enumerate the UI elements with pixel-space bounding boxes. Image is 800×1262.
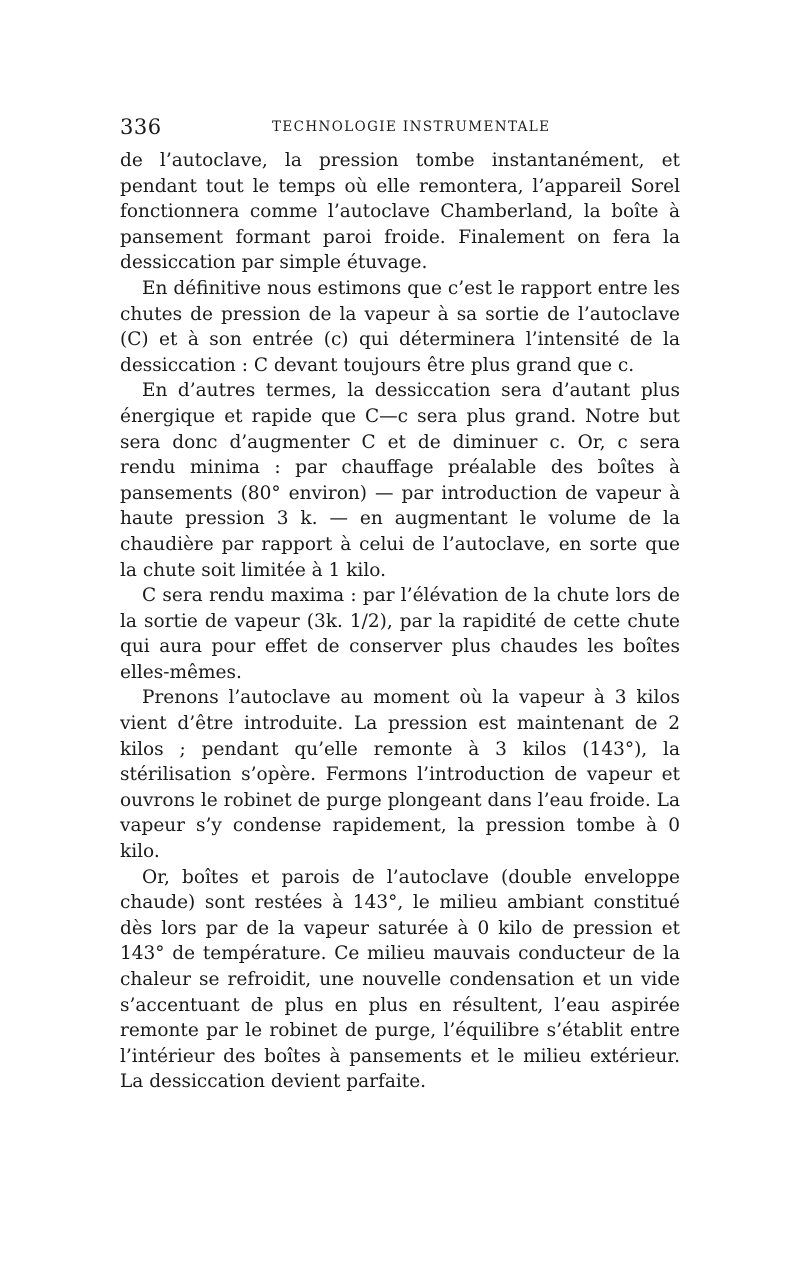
running-title: TECHNOLOGIE INSTRUMENTALE xyxy=(272,119,551,135)
paragraph-final-drying: Or, boîtes et parois de l’autoclave (double enveloppe chaude) sont restées à 143°, le milieu ambiant constitué dès lors par de la vapeur saturée à 0 kilo de pression et 143° de température. Ce milieu mauvais conducteur de la chaleur se refroidit, une nouvelle condensation et un vide s’accentuant de plus en plus en résultent, l’eau aspirée remonte par le robinet de purge, l’équilibre s’établit entre l’intérieur des boîtes à pansements et le milieu extérieur. La dessiccation devient parfaite. xyxy=(120,866,680,1093)
paragraph-definition: En définitive nous estimons que c’est le rapport entre les chutes de pression de la vapeur à sa sortie de l’autoclave (C) et à son entrée (c) qui déterminera l’intensité de la dessiccation : C devant toujours être plus grand que c. xyxy=(120,277,680,376)
page-header xyxy=(120,113,680,141)
paragraph-continuation: de l’autoclave, la pression tombe instantanément, et pendant tout le temps où elle remontera, l’appareil Sorel fonctionnera comme l’autoclave Chamberland, la boîte à pansement formant paroi froide. Finalement on fera la dessiccation par simple étuvage. xyxy=(120,150,680,274)
paragraph-other-terms: En d’autres termes, la dessiccation sera d’autant plus énergique et rapide que C—c sera plus grand. Notre but sera donc d’augmenter C et de diminuer c. Or, c sera rendu minima : par chauffage préalable des boîtes à pansements (80° environ) — par introduction de vapeur à haute pression 3 k. — en augmentant le volume de la chaudière par rapport à celui de l’autoclave, en sorte que la chute soit limitée à 1 kilo. xyxy=(120,380,680,581)
page-number: 336 xyxy=(120,115,162,139)
paragraph-autoclave-moment: Prenons l’autoclave au moment où la vapeur à 3 kilos vient d’être introduite. La pression est maintenant de 2 kilos ; pendant qu’elle remonte à 3 kilos (143°), la stérilisation s’opère. Fermons l’introduction de vapeur et ouvrons le robinet de purge plongeant dans l’eau froide. La vapeur s’y condense rapidement, la pression tombe à 0 kilo. xyxy=(120,687,680,863)
paragraph-c-maxima: C sera rendu maxima : par l’élévation de la chute lors de la sortie de vapeur (3k. 1/2), par la rapidité de cette chute qui aura pour effet de conserver plus chaudes les boîtes elles-mêmes. xyxy=(120,585,680,683)
body-text xyxy=(120,148,680,1095)
